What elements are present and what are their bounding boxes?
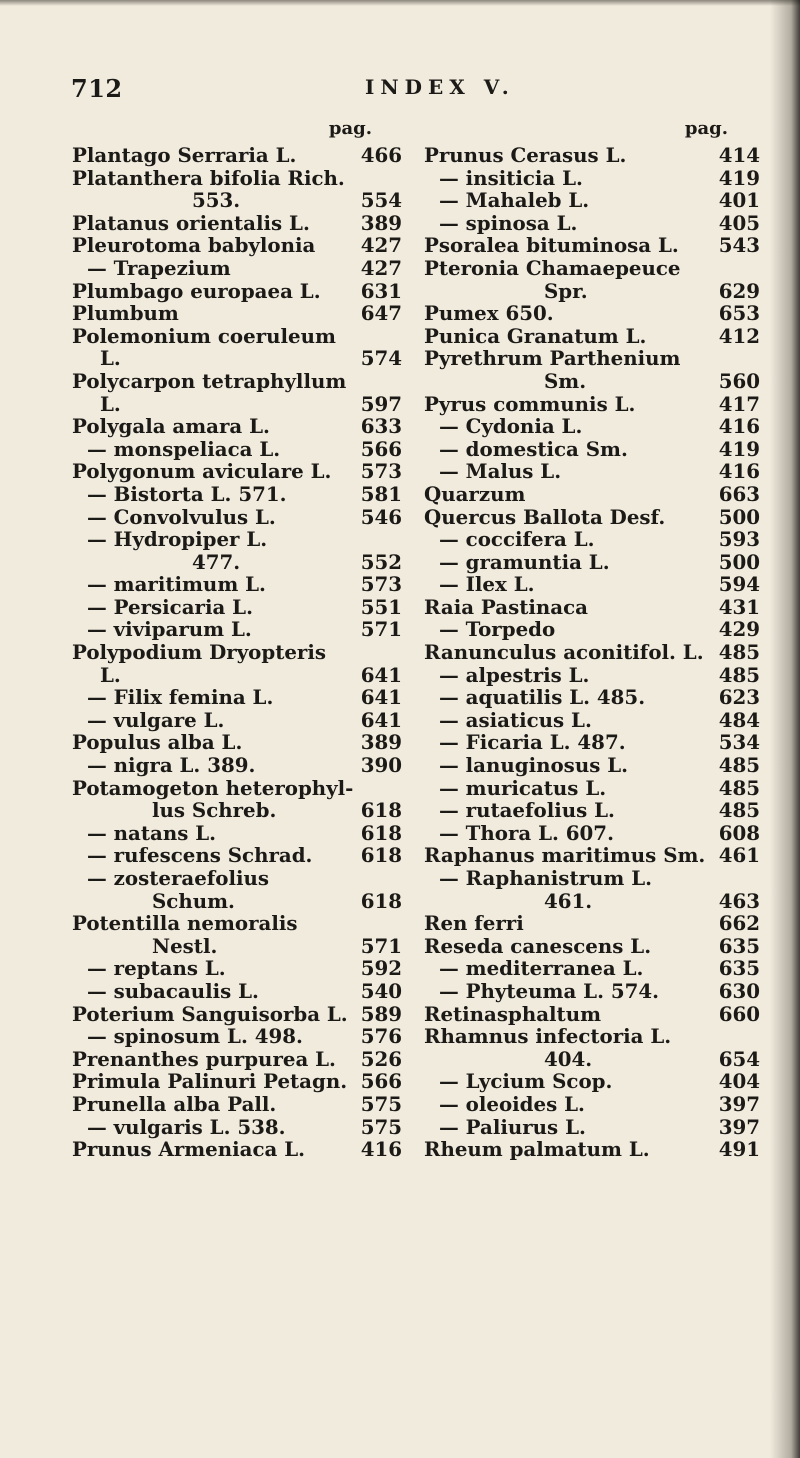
index-term: Polycarpon tetraphyllum [72,368,347,393]
index-term: — Raphanistrum L. [439,866,652,890]
index-page-ref: 618 [360,888,402,913]
index-entry [72,618,402,641]
index-page-ref: 571 [360,617,402,642]
index-page-ref: 526 [360,1046,402,1071]
index-term: — domestica Sm. [439,436,628,461]
index-term: Prunus Armeniaca L. [72,1137,306,1162]
index-term: — maritimum L. [87,572,266,597]
index-entry [72,957,402,980]
index-entry [72,506,402,529]
index-term: — natans L. [87,820,217,845]
index-entry [424,754,760,777]
pag-label-right: pag. [684,118,728,139]
index-term: — oleoides L. [439,1091,585,1116]
index-term: Platanthera bifolia Rich. [72,165,345,190]
index-entry [72,460,402,483]
index-entry [424,302,760,325]
index-term: — Ilex L. [439,572,535,597]
index-page-ref: 660 [718,1001,760,1026]
index-page-ref: 566 [360,1069,402,1094]
index-page-ref: 566 [360,436,402,461]
index-page-ref: 484 [718,707,760,732]
index-page-ref: 608 [718,820,760,845]
index-page-ref: 573 [360,572,402,597]
index-term: Rheum palmatum L. [424,1137,650,1162]
index-term: — Convolvulus L. [87,504,276,529]
index-page-ref: 466 [360,143,402,167]
index-entry [424,257,760,280]
index-entry [72,144,402,167]
index-term: — muricatus L. [439,775,607,800]
index-term: Plumbago europaea L. [72,278,321,303]
index-term: — Ficaria L. 487. [439,730,626,755]
index-term: — viviparum L. [87,617,252,642]
index-entry [72,912,402,935]
index-page-ref: 401 [718,188,760,213]
index-term: — coccifera L. [439,527,595,552]
index-entry [424,641,760,664]
index-column-left [72,118,402,1161]
index-term: lus Schreb. [152,798,277,823]
index-page-ref: 635 [718,933,760,958]
index-page-ref: 397 [718,1114,760,1139]
index-page-ref: 416 [718,459,760,484]
index-term: — asiaticus L. [439,707,592,732]
index-term: — vulgaris L. 538. [87,1114,286,1139]
index-term: Pyrus communis L. [424,391,636,416]
index-entry [424,822,760,845]
index-entry [424,415,760,438]
index-term: Polypodium Dryopteris [72,640,327,665]
index-term: — Torpedo [439,617,556,642]
index-page-ref: 573 [360,459,402,484]
index-entry [424,438,760,461]
index-term: — reptans L. [87,956,226,981]
index-term: Retinasphaltum [424,1001,602,1026]
index-entry [424,731,760,754]
index-page-ref: 629 [718,278,760,303]
index-page-ref: 491 [718,1137,760,1162]
index-term: 461. [544,888,593,913]
index-page-ref: 623 [718,685,760,710]
index-page-ref: 571 [360,933,402,958]
index-page-ref: 618 [360,843,402,868]
index-page-ref: 461 [718,843,760,868]
index-page-ref: 405 [718,210,760,235]
index-page-ref: 662 [718,911,760,936]
index-term: — Lycium Scop. [439,1069,613,1094]
index-term: — rutaefolius L. [439,798,615,823]
index-entry [424,1138,760,1161]
index-page-ref: 576 [360,1024,402,1049]
index-page-ref: 427 [360,255,402,280]
index-entry [72,325,402,348]
index-page-ref: 416 [718,414,760,439]
index-term: Primula Palinuri Petagn. [72,1069,348,1094]
index-entry [72,822,402,845]
index-term: — lanuginosus L. [439,753,629,778]
index-entry [72,212,402,235]
index-term: Platanus orientalis L. [72,210,310,235]
index-page-ref: 654 [718,1046,760,1071]
index-entry [72,1116,402,1139]
index-page-ref: 417 [718,391,760,416]
index-term: Polygonum aviculare L. [72,459,332,484]
index-page-ref: 534 [718,730,760,755]
index-term: Spr. [544,278,588,303]
index-entry [72,844,402,867]
pag-label-left: pag. [328,118,372,139]
index-entry [424,551,760,574]
index-term: Potamogeton heterophyl- [72,775,354,800]
index-page-ref: 500 [718,504,760,529]
index-page-ref: 500 [718,549,760,574]
index-entry [72,664,402,687]
index-page-ref: 419 [718,436,760,461]
index-page-ref: 389 [360,210,402,235]
index-term: — alpestris L. [439,662,590,687]
index-term: Pteronia Chamaepeuce [424,255,681,280]
index-page-ref: 540 [360,978,402,1003]
index-entry [424,393,760,416]
index-entry [72,890,402,913]
index-entry [72,1048,402,1071]
index-term: Quercus Ballota Desf. [424,504,666,529]
index-entry [424,777,760,800]
index-term: Populus alba L. [72,730,243,755]
index-term: — Bistorta L. 571. [87,481,287,506]
index-entry [424,844,760,867]
index-term: — zosteraefolius [87,866,270,890]
index-entry [72,302,402,325]
index-entry [72,641,402,664]
index-entry [424,325,760,348]
index-term: — spinosa L. [439,210,578,235]
index-page-ref: 581 [360,481,402,506]
index-page-ref: 631 [360,278,402,303]
index-term: — subacaulis L. [87,978,259,1003]
index-page-ref: 641 [360,662,402,687]
index-term: Pumex 650. [424,301,554,326]
index-page-ref: 429 [718,617,760,642]
page-binding-shadow [770,0,800,1458]
index-term: — Trapezium [87,255,231,280]
index-entry [424,347,760,370]
index-term: — Mahaleb L. [439,188,590,213]
index-term: Polygala amara L. [72,414,270,439]
index-term: 404. [544,1046,593,1071]
index-term: Raia Pastinaca [424,594,588,619]
index-entry [72,483,402,506]
index-term: Polemonium coeruleum [72,323,336,348]
index-term: — Filix femina L. [87,685,274,710]
index-entry [424,935,760,958]
index-entry [424,618,760,641]
index-term: — vulgare L. [87,707,225,732]
index-term: — Thora L. 607. [439,820,614,845]
index-entry [424,212,760,235]
index-page-ref: 592 [360,956,402,981]
index-entry [72,1138,402,1161]
index-term: Prunella alba Pall. [72,1091,277,1116]
index-page-ref: 641 [360,707,402,732]
running-title: INDEX V. [365,75,515,99]
index-term: — nigra L. 389. [87,753,256,778]
index-term: Punica Granatum L. [424,323,647,348]
index-page-ref: 641 [360,685,402,710]
index-term: Nestl. [152,933,218,958]
index-entry [72,393,402,416]
index-entry [72,709,402,732]
index-entry [424,799,760,822]
index-term: Prenanthes purpurea L. [72,1046,336,1071]
index-entry [424,460,760,483]
index-entry [424,528,760,551]
index-term: L. [100,662,121,687]
index-entry [424,912,760,935]
index-term: Plantago Serraria L. [72,143,297,167]
index-term: L. [100,391,121,416]
index-page-ref: 663 [718,481,760,506]
index-term: Rhamnus infectoria L. [424,1024,672,1049]
index-page-ref: 560 [718,368,760,393]
index-entry [424,167,760,190]
index-page-ref: 618 [360,820,402,845]
index-entry [72,980,402,1003]
index-entry [72,528,402,551]
index-page-ref: 589 [360,1001,402,1026]
index-term: Prunus Cerasus L. [424,143,627,167]
index-entry [72,573,402,596]
index-term: — Paliurus L. [439,1114,586,1139]
index-entry [72,1070,402,1093]
index-term: Plumbum [72,301,179,326]
index-entry [424,506,760,529]
index-page-ref: 485 [718,662,760,687]
index-term: 553. [192,188,241,213]
index-entry [72,686,402,709]
index-term: — spinosum L. 498. [87,1024,303,1049]
index-entry [424,980,760,1003]
index-page-ref: 427 [360,233,402,258]
index-page-ref: 390 [360,753,402,778]
index-page-ref: 575 [360,1114,402,1139]
index-page-ref: 574 [360,346,402,371]
index-entry [72,1093,402,1116]
index-page-ref: 546 [360,504,402,529]
index-entry [72,1003,402,1026]
index-entry [424,867,760,890]
index-entry [424,370,760,393]
index-entry [72,189,402,212]
index-term: Sm. [544,368,587,393]
index-page-ref: 618 [360,798,402,823]
index-entry [424,1093,760,1116]
index-term: — Persicaria L. [87,594,253,619]
index-term: Quarzum [424,481,526,506]
index-term: Ranunculus aconitifol. L. [424,640,704,665]
page-number: 712 [71,74,123,103]
index-page-ref: 597 [360,391,402,416]
index-page-ref: 389 [360,730,402,755]
index-entry [72,257,402,280]
index-entry [72,167,402,190]
index-entry [424,890,760,913]
index-entry [424,189,760,212]
index-page-ref: 463 [718,888,760,913]
index-entry [72,731,402,754]
index-term: — monspeliaca L. [87,436,281,461]
index-term: Poterium Sanguisorba L. [72,1001,348,1026]
index-page-ref: 419 [718,165,760,190]
index-page-ref: 543 [718,233,760,258]
index-entry [72,347,402,370]
index-entry [72,799,402,822]
index-entry [424,573,760,596]
index-entry [424,234,760,257]
index-column-right [424,118,760,1161]
index-entry [424,1003,760,1026]
index-page-ref: 594 [718,572,760,597]
page-header [0,60,800,103]
index-entry [424,144,760,167]
index-page-ref: 630 [718,978,760,1003]
index-page-ref: 397 [718,1091,760,1116]
index-page-ref: 554 [360,188,402,213]
index-page-ref: 647 [360,301,402,326]
index-term: Reseda canescens L. [424,933,652,958]
index-page-ref: 431 [718,594,760,619]
index-entry [72,370,402,393]
index-entry [72,551,402,574]
index-entry [424,957,760,980]
page-top-edge [0,0,800,6]
index-page-ref: 416 [360,1137,402,1162]
index-entry [424,596,760,619]
index-entry [424,1025,760,1048]
index-term: Potentilla nemoralis [72,911,298,936]
index-term: — Phyteuma L. 574. [439,978,660,1003]
index-term: — insiticia L. [439,165,583,190]
index-term: 477. [192,549,241,574]
index-entry [424,1070,760,1093]
index-term: — gramuntia L. [439,549,610,574]
index-page-ref: 635 [718,956,760,981]
index-term: — Hydropiper L. [87,527,268,552]
index-page-ref: 551 [360,594,402,619]
index-term: Pleurotoma babylonia [72,233,316,258]
index-entry [424,1048,760,1071]
index-entry [72,234,402,257]
index-page-ref: 575 [360,1091,402,1116]
index-term: Pyrethrum Parthenium [424,346,681,371]
index-entry [72,438,402,461]
index-term: Schum. [152,888,235,913]
index-term: — aquatilis L. 485. [439,685,646,710]
index-entry [72,867,402,890]
index-page-ref: 633 [360,414,402,439]
index-entry [72,415,402,438]
index-page-ref: 485 [718,753,760,778]
index-page-ref: 485 [718,798,760,823]
index-entry [424,483,760,506]
index-page-ref: 552 [360,549,402,574]
index-entry [424,664,760,687]
index-term: — rufescens Schrad. [87,843,313,868]
index-page-ref: 653 [718,301,760,326]
index-entry [424,1116,760,1139]
index-term: — Cydonia L. [439,414,583,439]
index-term: Psoralea bituminosa L. [424,233,679,258]
index-page-ref: 414 [718,143,760,167]
index-page-ref: 485 [718,775,760,800]
index-term: L. [100,346,121,371]
index-page-ref: 412 [718,323,760,348]
index-entry [72,1025,402,1048]
index-entry [72,596,402,619]
index-term: — Malus L. [439,459,562,484]
index-page-ref: 593 [718,527,760,552]
index-entry [72,754,402,777]
index-entry [72,280,402,303]
index-page-ref: 404 [718,1069,760,1094]
index-entry [424,686,760,709]
index-term: Ren ferri [424,911,524,936]
index-entry [72,777,402,800]
index-term: — mediterranea L. [439,956,644,981]
index-entry [424,280,760,303]
index-entry [72,935,402,958]
index-page-ref: 485 [718,640,760,665]
index-entry [424,709,760,732]
index-term: Raphanus maritimus Sm. [424,843,706,868]
